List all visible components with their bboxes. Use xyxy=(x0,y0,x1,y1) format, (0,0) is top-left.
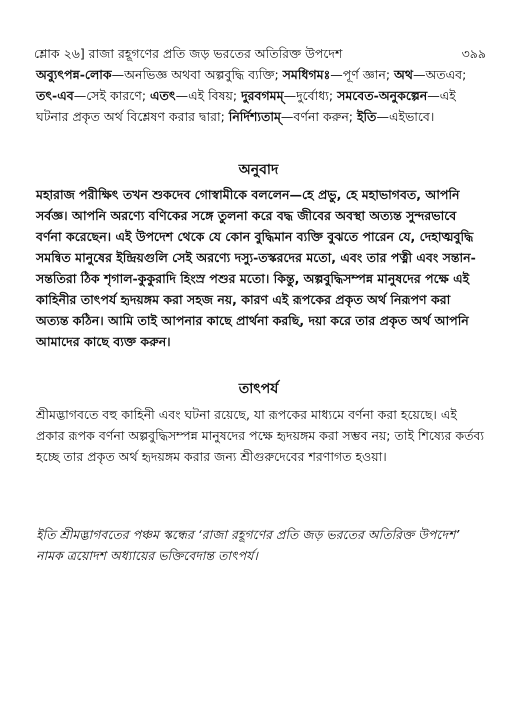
translation-heading: অনুবাদ xyxy=(238,162,279,178)
endnote-text: ইতি শ্রীমদ্ভাগবতের পঞ্চম স্কন্ধের ‘রাজা রহূগণের প্রতি জড় ভরতের অতিরিক্ত উপদেশ’ নামক ত্রয়োদশ অধ্যায়ের ভক্তিবেদান্ত তাৎপর্য। xyxy=(36,527,460,563)
purport-block xyxy=(36,404,486,467)
purport-heading: তাৎপর্য xyxy=(238,381,279,397)
running-title: শ্লোক ২৬] রাজা রহূগণের প্রতি জড় ভরতের অতিরিক্ত উপদেশ xyxy=(34,46,343,61)
synonym-term: দুরবগমম্ xyxy=(241,88,284,103)
synonym-term: অথ xyxy=(394,67,413,82)
translation-text: মহারাজ পরীক্ষিৎ তখন শুকদেব গোস্বামীকে বললেন—হে প্রভু, হে মহাভাগবত, আপনি সর্বজ্ঞ। আপনি অরণ্যে বণিকের সঙ্গে তুলনা করে বদ্ধ জীবের অবস্থা অত্যন্ত সুন্দরভাবে বর্ণনা করেছেন। এই উপদেশ থেকে যে কোন বুদ্ধিমান ব্যক্তি বুঝতে পারেন যে, দেহাত্মবুদ্ধি সমন্বিত মানুষের ইন্দ্রিয়গুলি সেই অরণ্যে দস্যু-তস্করদের মতো, এবং তার পত্নী এবং সন্তান-সন্ততিরা ঠিক শৃগাল-কুকুরাদি হিংস্র পশুর মতো। কিন্তু, অল্পবুদ্ধিসম্পন্ন মানুষদের পক্ষে এই কাহিনীর তাৎপর্য হৃদয়ঙ্গম করা সহজ নয়, কারণ এই রূপকের প্রকৃত অর্থ নিরূপণ করা অত্যন্ত কঠিন। আমি তাই আপনার কাছে প্রার্থনা করছি, দয়া করে তার প্রকৃত অর্থ আপনি আমাদের কাছে ব্যক্ত করুন। xyxy=(36,187,476,349)
running-header xyxy=(34,44,486,64)
synonym-meaning: অতএব xyxy=(425,67,463,82)
synonym-meaning: দুর্বোধ্য xyxy=(296,88,329,103)
synonym-term: ইতি xyxy=(356,109,377,124)
synonym-term: অব্যুৎপন্ন-লোক xyxy=(36,67,112,82)
synonym-term: নির্দিশ্যতাম্ xyxy=(228,109,281,124)
synonym-term: সমধিগমঃ xyxy=(282,67,331,82)
synonym-meaning: অনভিজ্ঞ অথবা অল্পবুদ্ধি ব্যক্তি xyxy=(124,67,275,82)
purport-text: শ্রীমদ্ভাগবতে বহু কাহিনী এবং ঘটনা রয়েছে, যা রূপকের মাধ্যমে বর্ণনা করা হয়েছে। এই প্রকার রূপক বর্ণনা অল্পবুদ্ধিসম্পন্ন মানুষদের পক্ষে হৃদয়ঙ্গম করা সম্ভব নয়; তাই শিষ্যের কর্তব্য হচ্ছে তার প্রকৃত অর্থ হৃদয়ঙ্গম করার জন্য শ্রীগুরুদেবের শরণাগত হওয়া। xyxy=(36,407,485,464)
synonym-meaning: এইভাবে। xyxy=(388,109,435,124)
synonym-term: তৎ-এব xyxy=(36,88,74,103)
synonyms-paragraph: অব্যুৎপন্ন-লোক—অনভিজ্ঞ অথবা অল্পবুদ্ধি ব্যক্তি; সমধিগমঃ—পূর্ণ জ্ঞান; অথ—অতএব; তৎ-এব—সেই কারণে; এতৎ—এই বিষয়; দুরবগমম্—দুর্বোধ্য; সমবেত-অনুকল্পেন—এই ঘটনার প্রকৃত অর্থ বিশ্লেষণ করার দ্বারা; নির্দিশ্যতাম্—বর্ণনা করুন; ইতি—এইভাবে। xyxy=(36,67,467,124)
synonym-term: সমবেত-অনুকল্পেন xyxy=(337,88,428,103)
synonym-meaning: সেই কারণে xyxy=(86,88,142,103)
synonym-meaning: বর্ণনা করুন xyxy=(293,109,349,124)
synonyms-block xyxy=(36,64,486,127)
translation-block xyxy=(36,184,486,352)
synonym-meaning: এই ঘটনার প্রকৃত অর্থ বিশ্লেষণ করার দ্বারা xyxy=(36,88,456,124)
synonym-meaning: এই বিষয় xyxy=(188,88,233,103)
page-number: ৩৯৯ xyxy=(461,46,486,61)
synonym-meaning: পূর্ণ জ্ঞান xyxy=(342,67,386,82)
synonym-term: এতৎ xyxy=(150,88,176,103)
chapter-endnote xyxy=(36,524,486,566)
